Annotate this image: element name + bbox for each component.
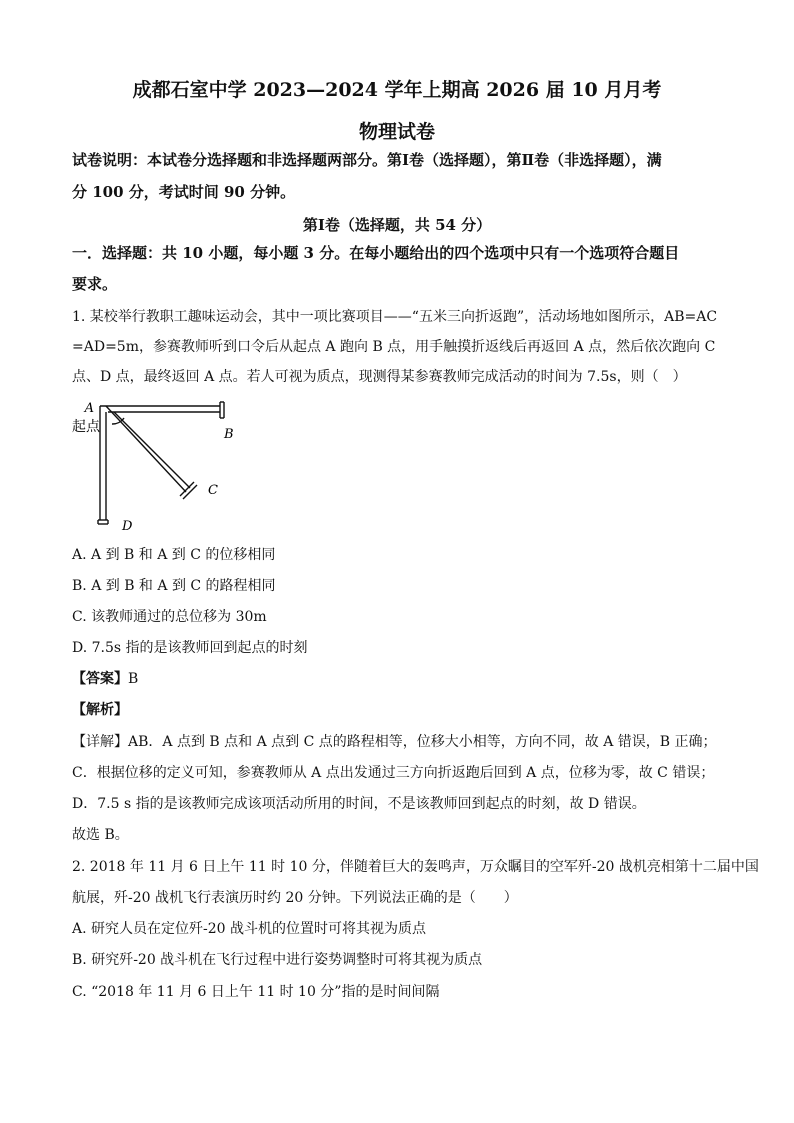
q2-option-b: B. 研究歼-20 战斗机在飞行过程中进行姿势调整时可将其视为质点 [72, 952, 483, 968]
q2-option-c: C. “2018 年 11 月 6 日上午 11 时 10 分”指的是时间间隔 [72, 984, 440, 1000]
q1-answer [72, 669, 138, 689]
figure-label-c: C [208, 483, 218, 498]
figure-label-d: D [122, 519, 133, 534]
q1-detail-line-1: 【详解】AB．A 点到 B 点和 A 点到 C 点的路程相等，位移大小相等，方向不同，故 A 错误，B 正确； [72, 734, 717, 750]
q1-option-d: D. 7.5s 指的是该教师回到起点的时刻 [72, 640, 308, 656]
q1-detail-line-4: 故选 B。 [72, 827, 129, 843]
q1-stem-line-3: 点、D 点，最终返回 A 点。若人可视为质点，现测得某参赛教师完成活动的时间为 7.5s，则（ ） [72, 369, 687, 385]
section-title: 第Ⅰ卷（选择题，共 54 分） [302, 216, 492, 234]
answer-value: B [128, 671, 139, 687]
q1-analysis-tag: 【解析】 [72, 702, 128, 718]
answer-tag: 【答案】 [72, 671, 128, 687]
exam-title: 成都石室中学 2023—2024 学年上期高 2026 届 10 月月考 [132, 79, 662, 101]
instructions-line-2: 分 100 分，考试时间 90 分钟。 [72, 183, 296, 201]
q1-detail-line-2: C．根据位移的定义可知，参赛教师从 A 点出发通过三方向折返跑后回到 A 点，位移为零，故 C 错误； [72, 765, 715, 781]
q1-option-b: B. A 到 B 和 A 到 C 的路程相同 [72, 578, 276, 594]
part-heading-line-2: 要求。 [72, 275, 118, 293]
q2-stem-line-1: 2. 2018 年 11 月 6 日上午 11 时 10 分，伴随着巨大的轰鸣声，万众瞩目的空军歼-20 战机亮相第十二届中国 [72, 859, 759, 875]
figure-label-start: 起点 [72, 419, 100, 435]
figure-label-b: B [224, 427, 234, 442]
q2-stem-line-2: 航展，歼-20 战机飞行表演历时约 20 分钟。下列说法正确的是（ ） [72, 890, 518, 906]
q1-stem-line-1: 1. 某校举行教职工趣味运动会，其中一项比赛项目——“五米三向折返跑”，活动场地如图所示，AB=AC [72, 309, 718, 325]
q1-option-c: C. 该教师通过的总位移为 30m [72, 609, 267, 625]
q1-stem-line-2: =AD=5m，参赛教师听到口令后从起点 A 跑向 B 点，用手触摸折返线后再返回 A 点，然后依次跑向 C [72, 339, 716, 355]
part-heading-line-1: 一．选择题：共 10 小题，每小题 3 分。在每小题给出的四个选项中只有一个选项符合题目 [72, 244, 680, 262]
q2-option-a: A. 研究人员在定位歼-20 战斗机的位置时可将其视为质点 [72, 921, 427, 937]
q1-detail-line-3: D．7.5 s 指的是该教师完成该项活动所用的时间，不是该教师回到起点的时刻，故 D 错误。 [72, 796, 646, 812]
q1-option-a: A. A 到 B 和 A 到 C 的位移相同 [72, 547, 276, 563]
q1-figure [70, 396, 250, 538]
figure-label-a: A [84, 401, 94, 416]
exam-subtitle: 物理试卷 [358, 121, 435, 143]
instructions-line-1: 试卷说明：本试卷分选择题和非选择题两部分。第Ⅰ卷（选择题），第Ⅱ卷（非选择题），满 [72, 151, 662, 169]
